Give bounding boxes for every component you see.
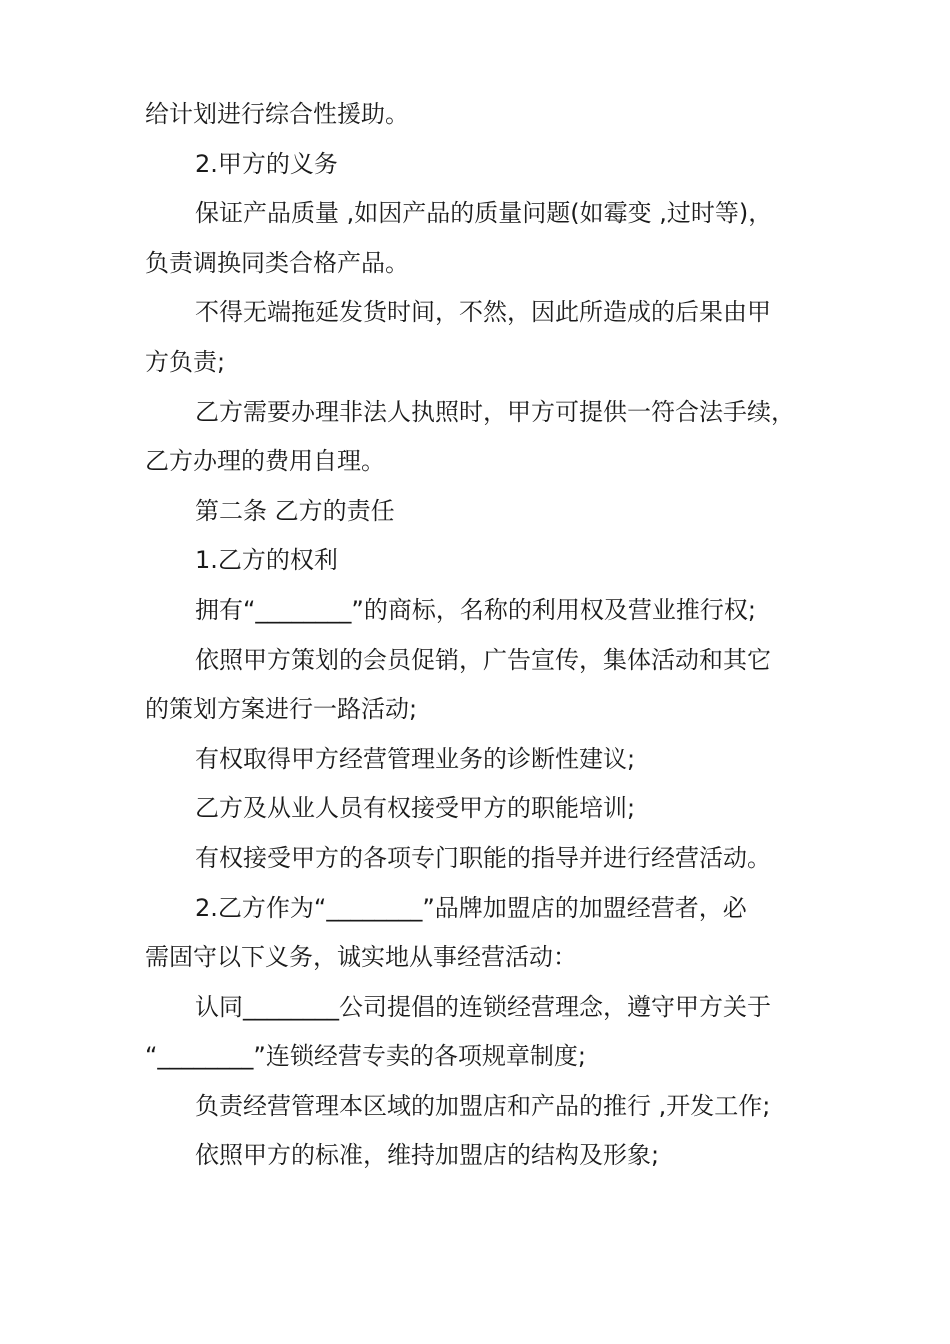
document-body <box>145 90 835 1181</box>
text-line: 的策划方案进行一路活动; <box>145 695 418 724</box>
text-line: 给计划进行综合性援助。 <box>145 100 409 128</box>
text-line: 负责经营管理本区域的加盟店和产品的推行 ,开发工作; <box>195 1091 771 1120</box>
article-heading: 第二条 乙方的责任 <box>195 496 395 525</box>
text-line: “________”连锁经营专卖的各项规章制度; <box>145 1042 586 1071</box>
text-line: 方负责; <box>145 347 226 376</box>
text-line: 需固守以下义务，诚实地从事经营活动： <box>145 943 577 972</box>
text-line: 依照甲方策划的会员促销，广告宣传，集体活动和其它 <box>195 645 771 674</box>
section-heading: 2.乙方作为“________”品牌加盟店的加盟经营者，必 <box>195 893 747 922</box>
text-line: 不得无端拖延发货时间，不然，因此所造成的后果由甲 <box>195 298 771 327</box>
text-line: 有权接受甲方的各项专门职能的指导并进行经营活动。 <box>195 843 771 872</box>
section-heading: 1.乙方的权利 <box>195 546 338 575</box>
text-line: 乙方需要办理非法人执照时，甲方可提供一符合法手续， <box>195 397 795 426</box>
text-line: 依照甲方的标准，维持加盟店的结构及形象; <box>195 1141 660 1170</box>
text-line: 拥有“________”的商标，名称的利用权及营业推行权; <box>195 595 756 624</box>
text-line: 认同________公司提倡的连锁经营理念，遵守甲方关于 <box>195 992 771 1021</box>
text-line: 保证产品质量 ,如因产品的质量问题(如霉变 ,过时等)， <box>195 199 773 228</box>
text-line: 负责调换同类合格产品。 <box>145 248 409 277</box>
section-heading: 2.甲方的义务 <box>195 149 338 178</box>
text-line: 乙方及从业人员有权接受甲方的职能培训; <box>195 794 636 823</box>
text-line: 有权取得甲方经营管理业务的诊断性建议; <box>195 744 636 773</box>
text-line: 乙方办理的费用自理。 <box>145 447 385 476</box>
